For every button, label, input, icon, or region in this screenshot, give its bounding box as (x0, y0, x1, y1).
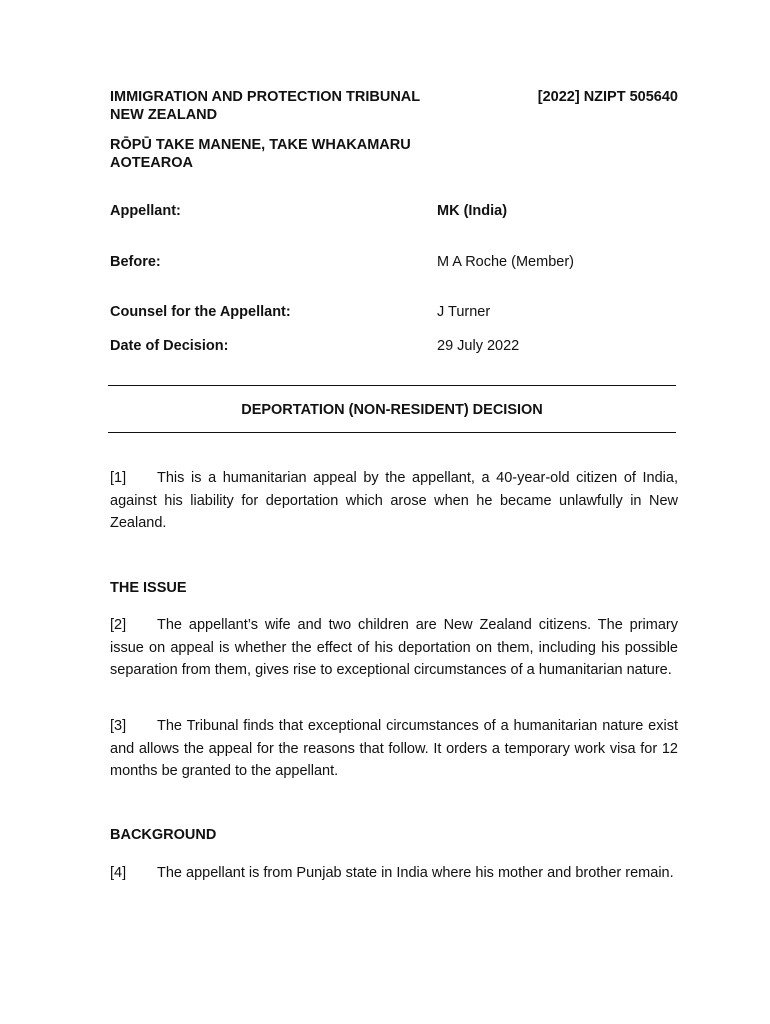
paragraph-number: [3] (110, 718, 127, 734)
tribunal-name (110, 88, 420, 124)
decision-title: DEPORTATION (NON-RESIDENT) DECISION (241, 402, 543, 418)
paragraph-text: The appellant is from Punjab state in India where his mother and brother remain. (157, 865, 674, 881)
date-label: Date of Decision: (110, 338, 229, 354)
before-label: Before: (110, 254, 161, 270)
paragraph-1 (110, 467, 678, 535)
before-value: M A Roche (Member) (437, 254, 574, 270)
tribunal-name-maori (110, 136, 411, 172)
paragraph-4 (110, 862, 678, 885)
paragraph-2 (110, 614, 678, 682)
paragraph-3 (110, 715, 678, 783)
paragraph-text: The Tribunal finds that exceptional circumstances of a humanitarian nature exist and allows the appeal for the reasons that follow. It orders a temporary work visa for 12 months be granted to the appellant. (110, 718, 678, 779)
section-heading-background: BACKGROUND (110, 827, 217, 843)
paragraph-text: The appellant’s wife and two children are New Zealand citizens. The primary issue on appeal is whether the effect of his deportation on them, including his possible separation from them, gives rise to exceptional circumstances of a humanitarian nature. (110, 617, 678, 678)
paragraph-number: [2] (110, 617, 127, 633)
counsel-value: J Turner (437, 304, 491, 320)
tribunal-line-1: IMMIGRATION AND PROTECTION TRIBUNAL (110, 89, 421, 105)
citation: [2022] NZIPT 505640 (537, 89, 678, 105)
paragraph-number: [4] (110, 865, 127, 881)
paragraph-text: This is a humanitarian appeal by the appellant, a 40-year-old citizen of India, against his liability for deportation which arose when he became unlawfully in New Zealand. (110, 470, 678, 531)
maori-line-2: AOTEAROA (110, 155, 193, 171)
bottom-rule (108, 432, 676, 433)
paragraph-number: [1] (110, 470, 127, 486)
top-rule (108, 385, 676, 386)
date-value: 29 July 2022 (437, 338, 520, 354)
section-heading-issue: THE ISSUE (110, 580, 187, 596)
maori-line-1: RŌPŪ TAKE MANENE, TAKE WHAKAMARU (110, 137, 411, 153)
counsel-label: Counsel for the Appellant: (110, 304, 291, 320)
appellant-value: MK (India) (437, 203, 508, 219)
tribunal-line-2: NEW ZEALAND (110, 107, 218, 123)
appellant-label: Appellant: (110, 203, 181, 219)
